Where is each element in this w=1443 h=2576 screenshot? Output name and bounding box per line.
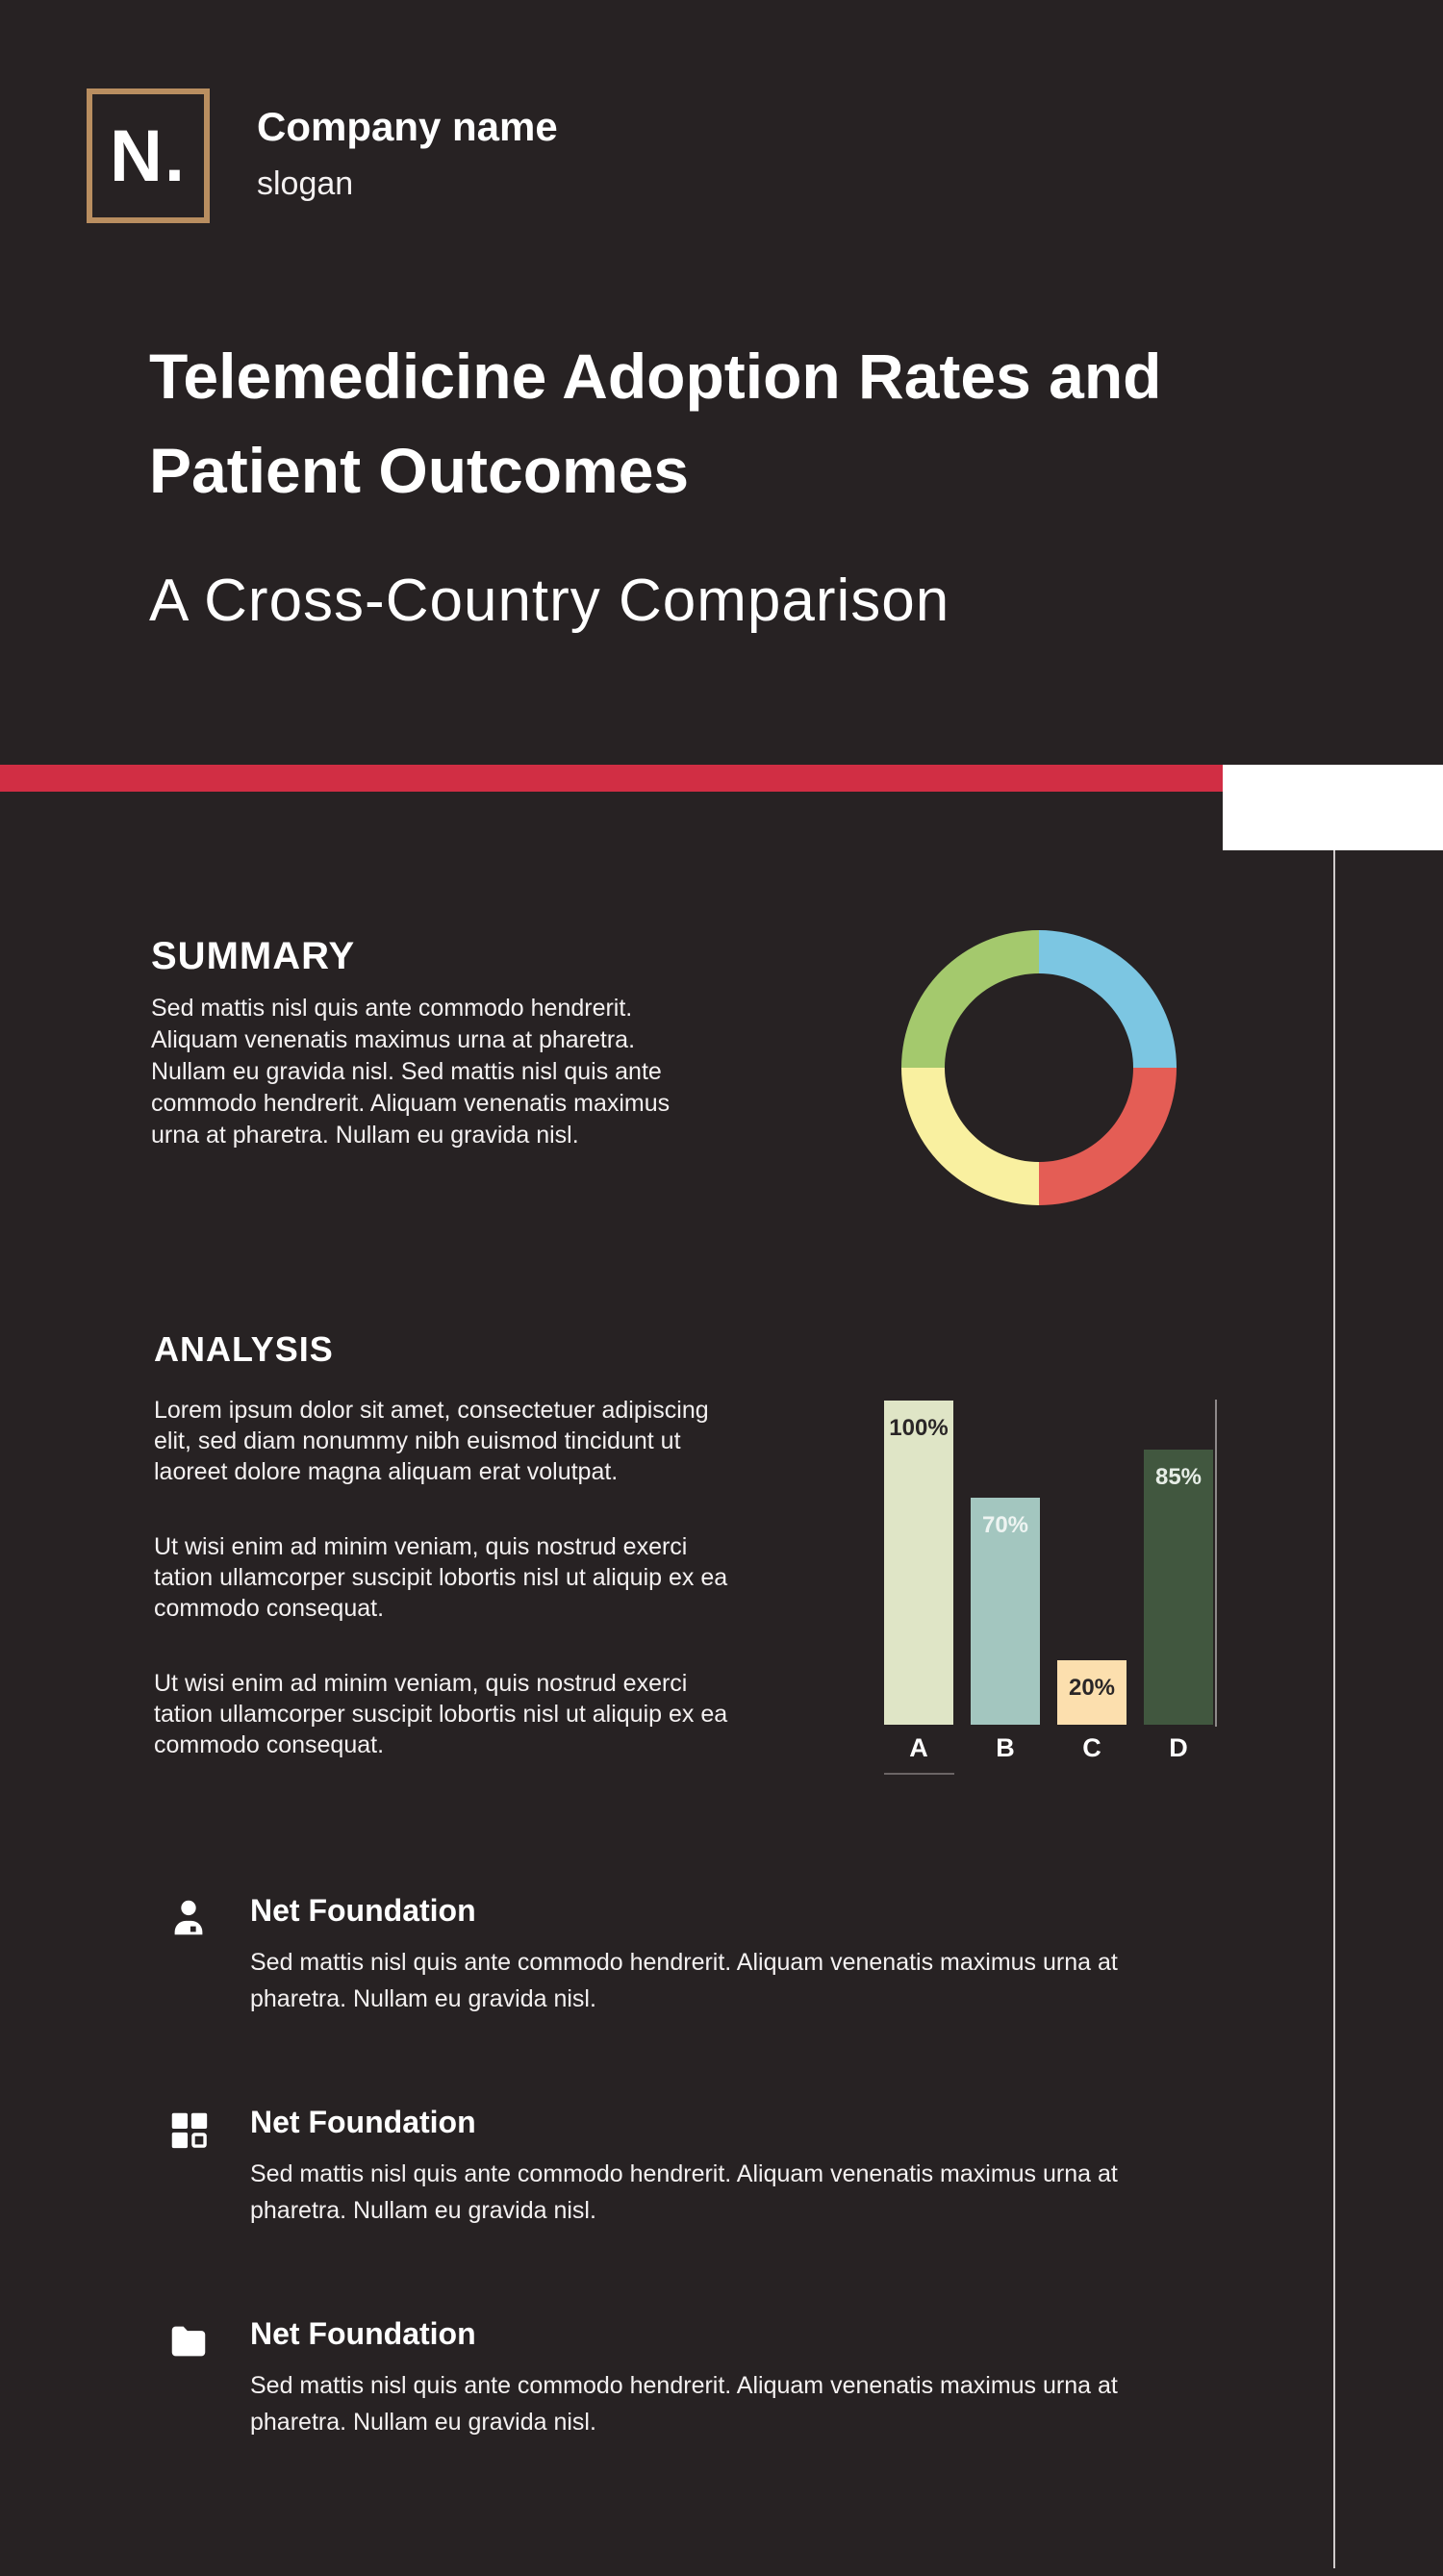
summary-body: Sed mattis nisl quis ante commodo hendrerit. Aliquam venenatis maximus urna at pharetra. Nullam eu gravida nisl. Sed mattis nisl quis ante commodo hendrerit. Aliquam venenatis maximus urna at pharetra. Nullam eu gravida nisl. xyxy=(151,995,671,1149)
red-divider-stripe xyxy=(0,765,1223,792)
feature-body: Sed mattis nisl quis ante commodo hendrerit. Aliquam venenatis maximus urna at pharetra. Nullam eu gravida nisl. xyxy=(250,2160,1118,2224)
grid-icon xyxy=(166,2107,211,2153)
bar-chart-labels xyxy=(884,1733,1213,1763)
bar-B xyxy=(971,1498,1040,1725)
page-title-line2: Patient Outcomes xyxy=(149,435,690,506)
bar-D xyxy=(1144,1450,1213,1725)
bar-category-label: B xyxy=(996,1733,1015,1762)
bar-value-label: 85% xyxy=(1154,1464,1202,1490)
page-subtitle: A Cross-Country Comparison xyxy=(149,568,950,634)
analysis-heading: ANALYSIS xyxy=(154,1329,334,1369)
feature-body: Sed mattis nisl quis ante commodo hendrerit. Aliquam venenatis maximus urna at pharetra. Nullam eu gravida nisl. xyxy=(250,2372,1118,2436)
logo-letter: N. xyxy=(110,114,187,197)
folder-icon xyxy=(166,2318,211,2364)
bar-A xyxy=(884,1401,953,1725)
analysis-paragraph: Lorem ipsum dolor sit amet, consectetuer adipiscing elit, sed diam nonummy nibh euismod tincidunt ut laoreet dolore magna aliquam erat volutpat. xyxy=(154,1397,709,1485)
bar-category-label: D xyxy=(1169,1733,1188,1762)
list-item xyxy=(144,2316,1183,2440)
list-item xyxy=(144,2105,1183,2229)
company-slogan: slogan xyxy=(257,165,354,202)
bar-category-label: C xyxy=(1082,1733,1101,1762)
bar-chart-axis-line xyxy=(1215,1400,1217,1727)
person-icon xyxy=(166,1895,211,1941)
feature-title: Net Foundation xyxy=(250,2105,476,2139)
donut-chart-hole xyxy=(945,973,1133,1162)
summary-heading: SUMMARY xyxy=(151,935,356,977)
bar-category-label: A xyxy=(909,1733,928,1762)
bar-chart-bars xyxy=(884,1401,1213,1725)
white-corner-block xyxy=(1223,765,1443,850)
bar-value-label: 20% xyxy=(1068,1675,1116,1701)
feature-title: Net Foundation xyxy=(250,2316,476,2351)
company-logo xyxy=(87,88,210,223)
analysis-body xyxy=(154,1395,736,1805)
company-name: Company name xyxy=(257,104,558,149)
feature-body: Sed mattis nisl quis ante commodo hendrerit. Aliquam venenatis maximus urna at pharetra. Nullam eu gravida nisl. xyxy=(250,1949,1118,2012)
bar-value-label: 100% xyxy=(889,1415,949,1441)
donut-chart xyxy=(901,930,1177,1205)
page-title-line1: Telemedicine Adoption Rates and xyxy=(149,341,1162,412)
bar-C xyxy=(1057,1660,1127,1725)
bar-value-label: 70% xyxy=(981,1512,1029,1538)
list-item xyxy=(144,1893,1183,2017)
analysis-paragraph: Ut wisi enim ad minim veniam, quis nostrud exerci tation ullamcorper suscipit lobortis nisl ut aliquip ex ea commodo consequat. xyxy=(154,1533,728,1622)
vertical-rule xyxy=(1333,850,1335,2568)
analysis-paragraph: Ut wisi enim ad minim veniam, quis nostrud exerci tation ullamcorper suscipit lobortis nisl ut aliquip ex ea commodo consequat. xyxy=(154,1670,728,1758)
page-title xyxy=(149,329,1323,518)
bar-chart-underline xyxy=(884,1773,954,1775)
feature-title: Net Foundation xyxy=(250,1893,476,1928)
